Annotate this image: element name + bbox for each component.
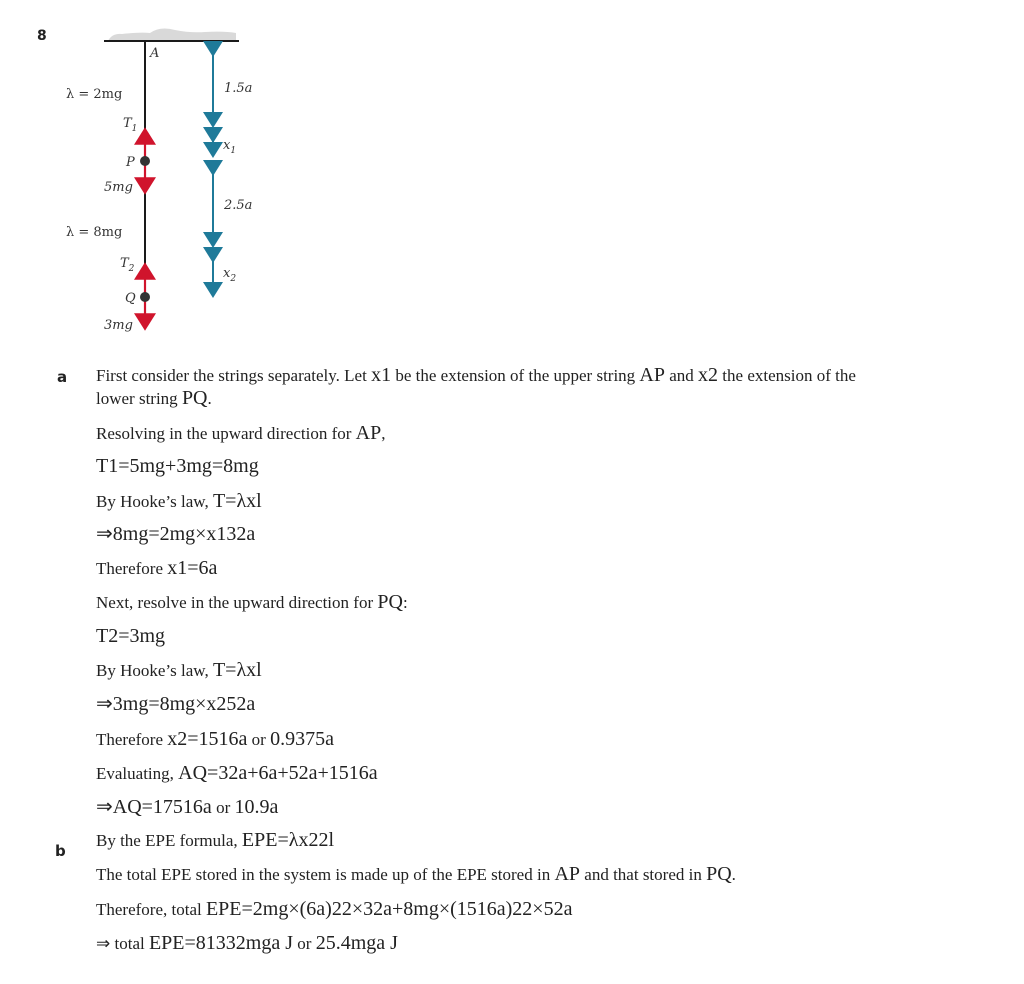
math-x1: x1 (371, 364, 392, 386)
math-pq: PQ (377, 591, 403, 613)
math-x2: x2 (698, 364, 719, 386)
resolve-ap-line (96, 422, 386, 445)
text: and (665, 366, 699, 385)
math-x1-result: x1=6a (167, 557, 218, 579)
hooke-law-line-2 (96, 659, 262, 682)
math-epe-decimal: 25.4mga J (315, 932, 398, 954)
label-tension-2: $T_2$ (120, 256, 135, 274)
text: Resolving in the upward direction for (96, 424, 356, 443)
text: : (402, 593, 408, 612)
label-extension-1: $x_1$ (223, 138, 237, 156)
part-a-intro-line-2 (96, 387, 212, 410)
text: By the EPE formula, (96, 831, 242, 850)
text: or (211, 798, 235, 817)
text: , (381, 424, 386, 443)
text: . (207, 389, 212, 408)
label-point-p: P (126, 155, 135, 170)
equation-t2: T2=3mg (96, 625, 166, 647)
therefore-x1-line (96, 557, 217, 580)
math-pq: PQ (706, 863, 732, 885)
particle-p (140, 156, 150, 166)
label-lambda-upper: λ = 2mg (66, 87, 123, 102)
text: ⇒ total (96, 934, 149, 953)
ceiling-shade (108, 29, 236, 41)
equation-t1: T1=5mg+3mg=8mg (96, 455, 259, 477)
part-b-label: b (55, 842, 66, 860)
part-a-label: a (57, 368, 68, 386)
math-aq-sum: AQ=32a+6a+52a+1516a (178, 762, 378, 784)
text: By Hooke’s law, (96, 492, 213, 511)
evaluating-line (96, 762, 378, 785)
epe-formula-line (96, 829, 334, 852)
text: lower string (96, 389, 182, 408)
equation-2: ⇒8mg=2mg×x132a (96, 523, 256, 545)
part-a-intro-line-1 (96, 364, 856, 387)
math-pq: PQ (181, 387, 208, 409)
text: or (247, 730, 271, 749)
math-aq-decimal: 10.9a (234, 796, 279, 818)
text: Therefore, total (96, 900, 206, 919)
label-lambda-lower: λ = 8mg (66, 225, 123, 240)
math-epe-formula: EPE=λx22l (241, 829, 334, 851)
text: Therefore (96, 559, 168, 578)
label-tension-1: $T_1$ (123, 116, 138, 134)
label-weight-q: 3mg (104, 318, 133, 333)
label-point-q: Q (125, 291, 136, 306)
aq-result-line (96, 796, 278, 819)
text: The total EPE stored in the system is made up of the EPE stored in (96, 865, 555, 884)
text: First consider the strings separately. Let (96, 366, 372, 385)
label-weight-p: 5mg (104, 180, 133, 195)
math-x2-result: x2=1516a (167, 728, 248, 750)
text: the extension of the (718, 366, 856, 385)
equation-4: ⇒3mg=8mg×x252a (96, 693, 256, 715)
text: or (293, 934, 316, 953)
text: be the extension of the upper string (391, 366, 640, 385)
label-upper-length: 1.5a (224, 81, 253, 96)
math-total-epe: EPE=2mg×(6a)22×32a+8mg×(1516a)22×52a (205, 898, 573, 920)
text: . (731, 865, 736, 884)
total-epe-description (96, 863, 736, 886)
total-epe-result-line (96, 932, 398, 955)
text: Evaluating, (96, 764, 179, 783)
text: and that stored in (580, 865, 707, 884)
math-epe-result: EPE=81332mga J (148, 932, 294, 954)
text: Therefore (96, 730, 168, 749)
total-epe-expression-line (96, 898, 572, 921)
text: By Hooke’s law, (96, 661, 213, 680)
text: Next, resolve in the upward direction for (96, 593, 378, 612)
hooke-law-line-1 (96, 490, 262, 513)
label-point-a: A (150, 46, 160, 61)
math-x2-decimal: 0.9375a (270, 728, 334, 750)
spring-diagram (0, 0, 300, 340)
math-aq-result: ⇒AQ=17516a (96, 796, 212, 818)
label-extension-2: $x_2$ (223, 266, 237, 284)
particle-q (140, 292, 150, 302)
label-lower-length: 2.5a (224, 198, 253, 213)
math-hooke: T=λxl (212, 490, 262, 512)
therefore-x2-line (96, 728, 334, 751)
math-ap: AP (639, 364, 665, 386)
math-ap: AP (355, 422, 382, 444)
resolve-pq-line (96, 591, 408, 614)
math-ap: AP (554, 863, 581, 885)
question-number: 8 (37, 28, 47, 44)
math-hooke: T=λxl (212, 659, 262, 681)
